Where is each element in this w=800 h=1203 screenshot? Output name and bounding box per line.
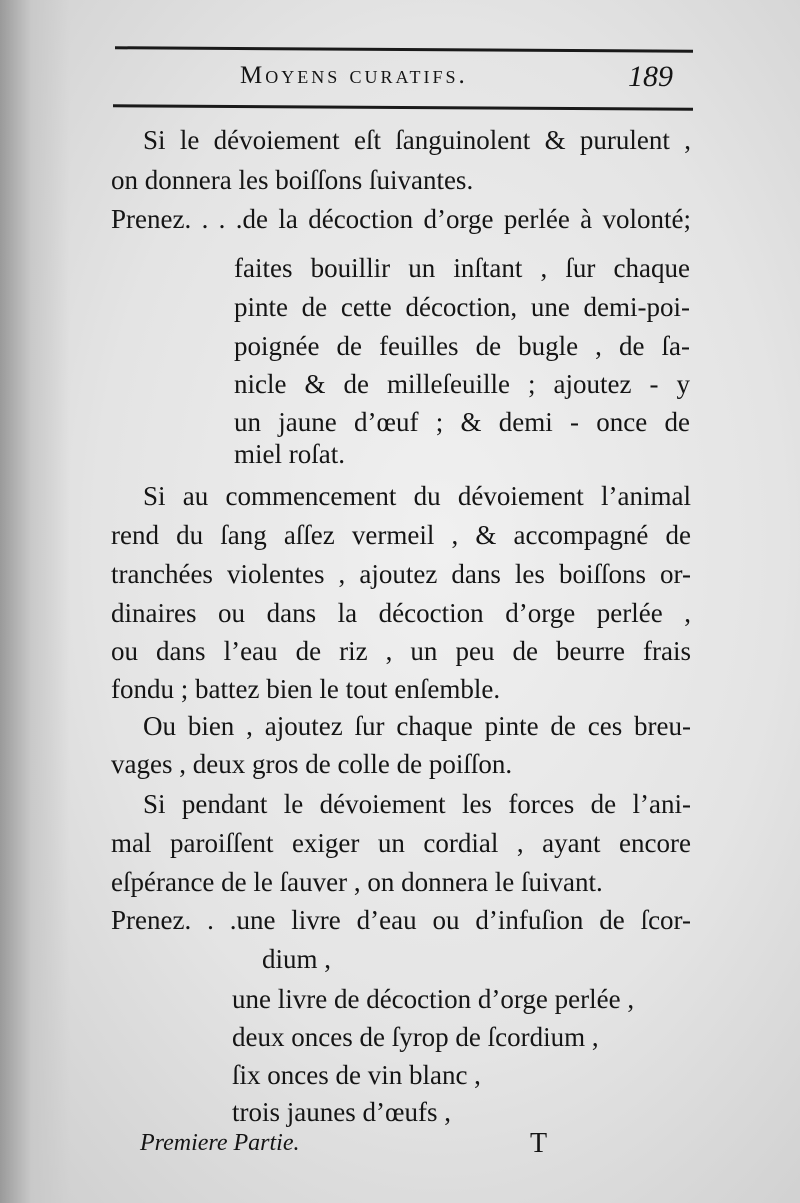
text-line: rend du ſang aſſez vermeil , & accompagné de [111, 520, 691, 550]
signature-mark: T [530, 1128, 548, 1159]
running-head: Moyens curatifs. [240, 62, 468, 89]
text-line: on donnera les boiſſons ſuivantes. [111, 165, 474, 195]
gutter-shadow [0, 0, 70, 1203]
text-line: fondu ; battez bien le tout enſemble. [111, 674, 501, 704]
text-line: deux onces de ſyrop de ſcordium , [232, 1022, 599, 1052]
page-number: 189 [628, 60, 673, 93]
text-line: eſpérance de le ſauver , on donnera le ſuivant. [111, 867, 603, 897]
text-line: vages , deux gros de colle de poiſſon. [111, 749, 513, 779]
header-rule-bottom [113, 104, 693, 111]
text-line: miel roſat. [234, 439, 345, 469]
text-line: tranchées violentes , ajoutez dans les boiſſons or- [111, 559, 691, 589]
text-line: Prenez. . . .de la décoction d’orge perlée à volonté; [111, 204, 691, 234]
text-line: ou dans l’eau de riz , un peu de beurre frais [111, 636, 691, 666]
signature-line: Premiere Partie. [140, 1130, 300, 1156]
text-line: pinte de cette décoction, une demi-poi- [234, 292, 690, 322]
text-line: Si au commencement du dévoiement l’animal [143, 481, 691, 511]
text-line: poignée de feuilles de bugle , de ſa- [234, 331, 690, 361]
text-line: mal paroiſſent exiger un cordial , ayant encore [111, 828, 691, 858]
text-line: trois jaunes d’œufs , [232, 1097, 451, 1127]
text-line: Si le dévoiement eſt ſanguinolent & purulent , [143, 125, 691, 155]
text-line: une livre de décoction d’orge perlée , [232, 984, 635, 1014]
text-line: Ou bien , ajoutez ſur chaque pinte de ces breu- [143, 711, 691, 741]
text-line: dinaires ou dans la décoction d’orge perlée , [111, 598, 691, 628]
text-line: ſix onces de vin blanc , [232, 1060, 481, 1090]
text-line: Si pendant le dévoiement les forces de l’ani- [143, 789, 691, 819]
text-line: Prenez. . .une livre d’eau ou d’infuſion de ſcor- [111, 905, 691, 935]
text-line: nicle & de milleſeuille ; ajoutez - y [234, 369, 690, 399]
text-line: dium , [262, 944, 332, 974]
header-rule-top [115, 46, 693, 53]
text-line: un jaune d’œuf ; & demi - once de [234, 407, 690, 437]
text-line: faites bouillir un inſtant , ſur chaque [234, 253, 690, 283]
